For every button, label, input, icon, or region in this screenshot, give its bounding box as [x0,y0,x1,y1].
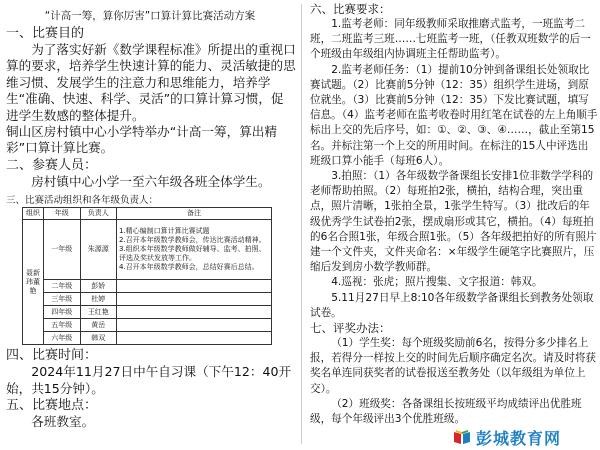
document-title: “计高一筹，算你厉害”口算计算比赛活动方案 [44,10,256,22]
section-5-body: 各班教室。 [31,414,95,430]
section-4-body: 2024年11月27日中午自习课（下午12：40开始，共15分钟）。 [6,364,292,396]
table-note-cell [117,293,272,306]
section-2-heading: 二、参赛人员： [6,157,98,173]
table-note-cell [117,280,272,293]
table-grade-cell: 一年级 [44,220,81,280]
table-grade-cell: 二年级 [44,280,81,293]
table-row [23,319,272,332]
table-grade-cell: 三年级 [44,293,81,306]
right-column [306,0,600,450]
section-6-item-1: 1.监考老师：同年级教师采取推磨式监考，一班监考二班，二班监考三班……七班监考一班，（任教双班数学的后一个班级由年级组内协调班主任帮助监考）。 [310,18,591,61]
table-row [23,220,272,280]
section-7-heading: 七、评奖办法： [310,321,391,336]
note-line: 4.召开本年级数学教师会，总结好赛后总结。 [119,263,259,272]
section-5-heading: 五、比赛地点： [6,398,98,414]
watermark-logo [452,425,561,449]
watermark-text: 彭城教育网 [476,428,562,448]
table-note-cell [117,220,272,280]
section-3-heading: 三、比赛活动组织和各年级负责人： [6,195,159,207]
note-line: 2.召开本年级数学教师会，传达比赛活动精神。 [119,236,266,245]
section-6-item-2: 2.监考老师任务：（1）提前10分钟到备课组长处领取比赛试题。（2）比赛前5分钟（12：35）组织学生进场，到原位就坐。（3）比赛前5分钟（12：35）下发比赛试题，填写信息。（4）监考老师在监考收卷时用红笔在试卷的左上角顺手标出上交的先后序号，如：①、②、③、④……，截止至第15名。并标注第一个上交的所用时间。在标注的15人中评选出班级口算小能手（每班6人）。 [310,63,598,167]
table-header-cell: 年级 [44,208,81,220]
table-org-cell: 聂新玮董艳 [23,220,44,345]
table-leader-cell: 杜婷 [80,293,117,306]
section-1-body: 为了落实好新《数学课程标准》所提出的重视口算的要求，培养学生快速计算的能力、灵活敏捷的思维习惯、发展学生的注意力和思维能力，培养学生“准确、快速、科学、灵活”的口算计算习惯，促进学生数感的整体提升。 [6,42,296,123]
table-note-cell [117,332,272,345]
table-row [23,332,272,345]
section-7-item-2: （2）班级奖：各备课组长按班级平均成绩评出优胜班级，每个年级评出3个优胜班级。 [310,397,582,426]
table-header-cell: 组织 [23,208,44,220]
table-grade-cell: 五年级 [44,319,81,332]
note-line: 1.精心编制口算计算比赛试题 [119,227,210,236]
section-6-item-4: 4.巡视：张虎；照片搜集、文字报道：韩双。 [331,276,543,289]
section-6-heading: 六、比赛要求： [310,2,391,16]
section-1-tail: 铜山区房村镇中心小学特举办“计高一筹，算出精彩”口算计算比赛。 [6,124,277,156]
note-line: 3.组织本年级数学教师做好辅导、监考、拍照、评选及奖状发放等工作。 [119,245,266,263]
section-7-item-1: （1）学生奖：每个班级奖励前6名，按得分多少排名上报，若得分一样按上交的时间先后顺序确定名次。请及时将获奖名单连同获奖者的试卷报送至教务处（以年级组为单位上交）。 [310,337,597,395]
table-header-cell: 备注 [117,208,272,220]
section-1-heading: 一、比赛目的 [6,26,85,41]
logo-page-blue [463,432,470,444]
table-header-cell: 负责人 [80,208,117,220]
table-leader-cell: 黄岳 [80,319,117,332]
logo-page-red [454,432,461,444]
table-grade-cell: 六年级 [44,332,81,345]
table-leader-cell: 韩双 [80,332,117,345]
section-2-body: 房村镇中心小学一至六年级各班全体学生。 [31,173,271,189]
table-leader-cell: 朱源源 [80,220,117,280]
table-header-row [23,208,272,220]
book-logo-icon [452,428,472,446]
column-divider [301,4,302,444]
section-6-item-5: 5.11月27日早上8:10各年级数学备课组长到教务处领取试卷。 [310,291,594,319]
section-6-item-3: 3.拍照：（1）各年级数学备课组长安排1位非数学学科的老师帮助拍照。（2）每班拍2张，横拍，结构合理，突出重点，照片清晰，1张拍全景，1张学生特写。（3）批改后的年级优秀学生试卷拍2张，摆成扇形或其它，横拍。（4）每班拍的6名合照1张，年级合照1张。（5）各年级把拍好的所有照片建一个文件夹，文件夹命名：×年级学生硬笔字比赛照片，压缩后发到房小数学教师群。 [310,170,597,274]
table-row [23,293,272,306]
table-leader-cell: 彭娇 [80,280,117,293]
organizer-table [22,207,272,345]
table-note-cell [117,306,272,319]
table-row [23,280,272,293]
section-4-heading: 四、比赛时间： [6,348,98,364]
table-grade-cell: 四年级 [44,306,81,319]
table-leader-cell: 王红艳 [80,306,117,319]
table-note-cell [117,319,272,332]
table-row [23,306,272,319]
